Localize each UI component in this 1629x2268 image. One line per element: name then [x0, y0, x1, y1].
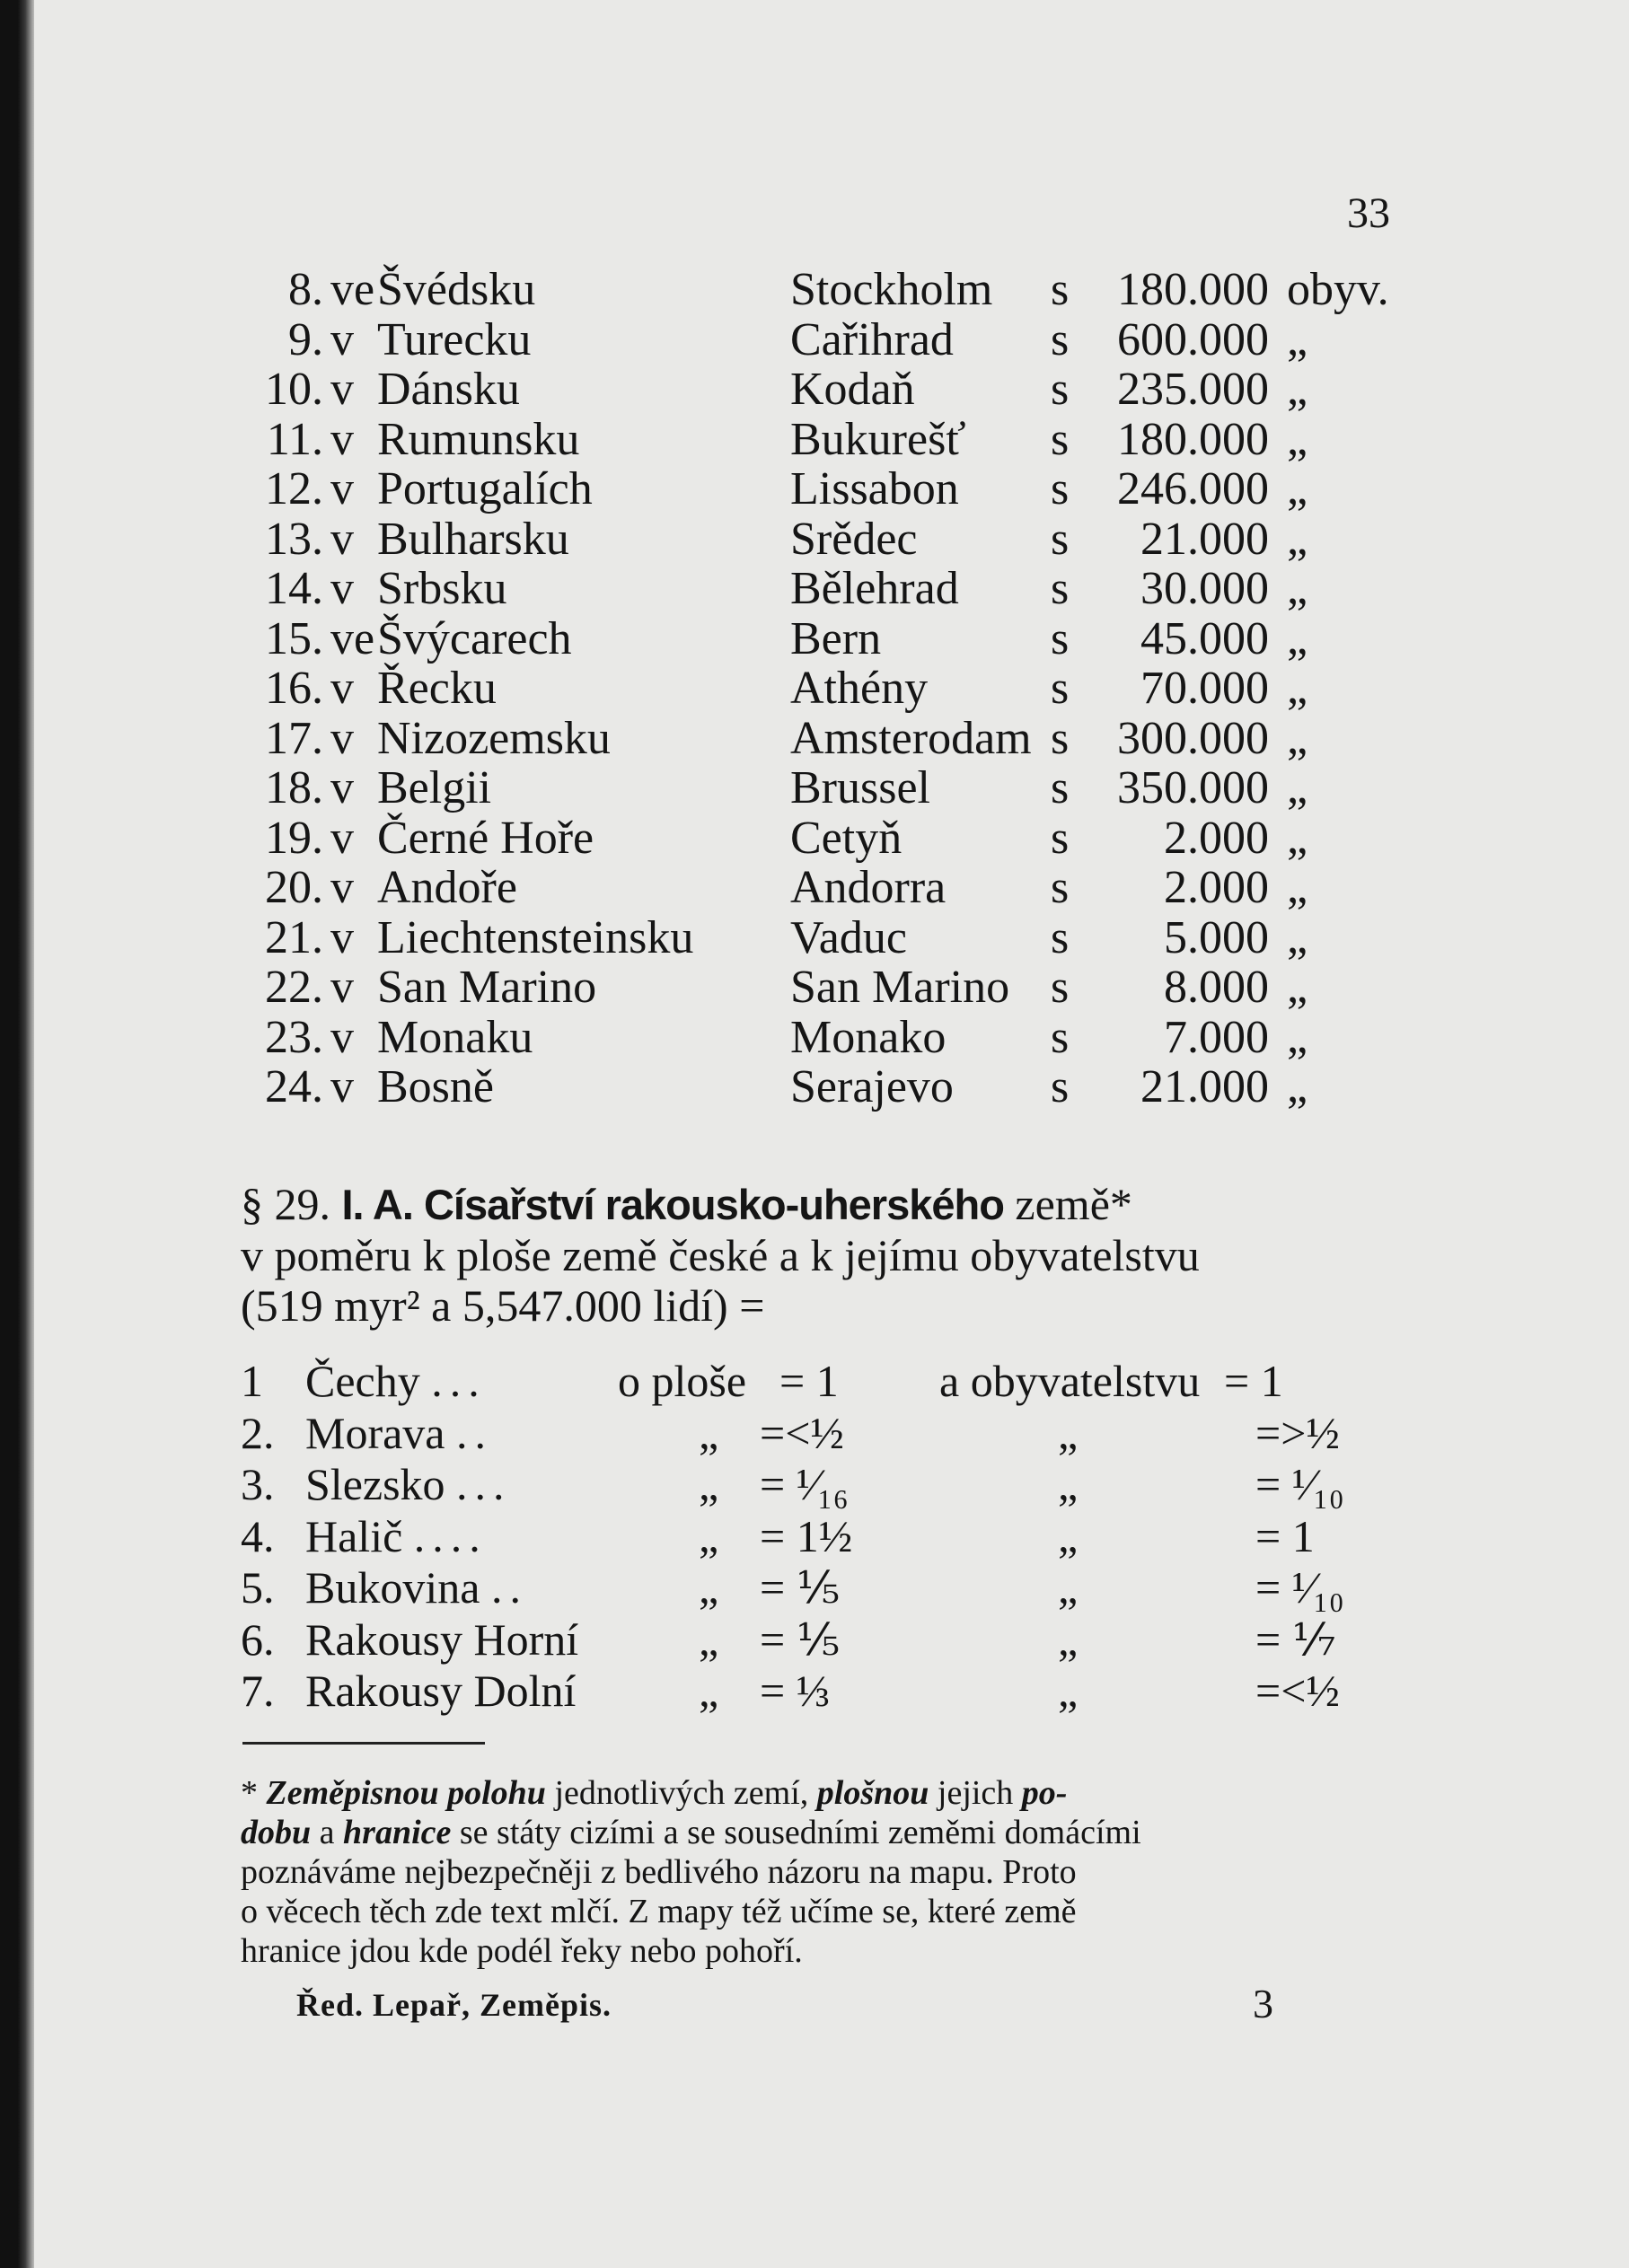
country-name: Švýcarech — [377, 612, 572, 664]
section-text-line: v poměru k ploše země české a k jejímu obyvatelstvu — [241, 1230, 1200, 1280]
capital-city: Cařihrad — [790, 313, 954, 365]
sheet-number: 3 — [1253, 1981, 1273, 2026]
capital-cities-list — [241, 265, 1408, 1112]
population-label: „ — [1058, 1510, 1079, 1561]
population-ratio: = 1 — [1255, 1510, 1315, 1561]
population-unit: „ — [1287, 962, 1308, 1013]
s-prefix: s — [1051, 413, 1070, 465]
crown-land-name — [305, 1614, 578, 1666]
preposition: v — [330, 862, 354, 913]
population-value: 21.000 — [1140, 513, 1269, 565]
s-prefix: s — [1051, 911, 1070, 963]
population-cell — [1080, 514, 1502, 565]
population-ratio: = ¹⁄₁₀ — [1255, 1562, 1344, 1613]
crown-land-label: Rakousy Dolní — [305, 1666, 577, 1716]
crown-land-name — [305, 1459, 512, 1511]
ratio-row — [241, 1666, 1408, 1718]
area-ratio: = ⅕ — [760, 1562, 841, 1613]
area-ratio: = 1 — [779, 1356, 839, 1406]
country-name: San Marino — [377, 962, 597, 1013]
city-row — [241, 1013, 1408, 1063]
s-prefix: s — [1051, 364, 1070, 415]
city-row — [241, 265, 1408, 315]
row-number: 7. — [241, 1666, 275, 1716]
city-row — [241, 963, 1408, 1013]
population-ratio: = 1 — [1224, 1356, 1283, 1406]
crown-land-name — [305, 1511, 488, 1563]
s-prefix: s — [1051, 1011, 1070, 1063]
population-value: 235.000 — [1117, 364, 1269, 415]
population-label: „ — [1058, 1407, 1079, 1458]
country-name: Turecku — [377, 313, 532, 365]
s-prefix: s — [1051, 762, 1070, 813]
city-row — [241, 464, 1408, 514]
capital-city: Monako — [790, 1011, 947, 1063]
crown-land-name — [305, 1408, 493, 1460]
row-number: 9. — [288, 313, 323, 365]
area-ratio: = ¹⁄₁₆ — [760, 1459, 849, 1509]
preposition: v — [330, 1061, 354, 1112]
footnote-line: hranice jdou kde podél řeky nebo pohoří. — [241, 1932, 803, 1970]
preposition: ve — [330, 264, 375, 315]
preposition: v — [330, 313, 354, 365]
population-cell — [1080, 813, 1502, 864]
leader-dots: .. — [490, 1562, 528, 1613]
population-value: 180.000 — [1117, 413, 1269, 465]
row-number: 23. — [265, 1011, 323, 1063]
preposition: v — [330, 513, 354, 565]
population-value: 8.000 — [1164, 962, 1269, 1013]
s-prefix: s — [1051, 313, 1070, 365]
city-row — [241, 514, 1408, 565]
footnote-emphasis: po- — [1021, 1774, 1068, 1812]
city-row — [241, 913, 1408, 963]
row-number: 14. — [265, 563, 323, 614]
leader-dots: ... — [431, 1356, 487, 1406]
city-row — [241, 1062, 1408, 1112]
capital-city: Amsterodam — [790, 712, 1032, 764]
s-prefix: s — [1051, 513, 1070, 565]
population-cell — [1080, 415, 1502, 465]
page-number: 33 — [1347, 189, 1390, 237]
row-number: 19. — [265, 812, 323, 864]
crown-land-label: Slezsko — [305, 1459, 445, 1509]
city-row — [241, 564, 1408, 614]
crown-land-name — [305, 1666, 576, 1718]
capital-city: Brussel — [790, 762, 930, 813]
area-label: o ploše — [618, 1356, 747, 1406]
footnote-text: jednotlivých zemí, — [545, 1774, 817, 1812]
population-ratio: =>½ — [1255, 1407, 1340, 1458]
preposition: v — [330, 663, 354, 714]
ratio-row — [241, 1562, 1408, 1614]
population-label: „ — [1058, 1459, 1079, 1509]
s-prefix: s — [1051, 1061, 1070, 1112]
capital-city: Stockholm — [790, 264, 993, 315]
s-prefix: s — [1051, 862, 1070, 913]
leader-dots: .... — [413, 1510, 488, 1561]
section-heading-tail: země* — [1015, 1179, 1132, 1229]
area-label: „ — [699, 1666, 719, 1716]
area-label: „ — [699, 1407, 719, 1458]
city-row — [241, 763, 1408, 813]
capital-city: Srědec — [790, 513, 918, 565]
population-cell — [1080, 315, 1502, 365]
crown-land-label: Čechy — [305, 1356, 420, 1406]
country-name: Černé Hoře — [377, 812, 594, 864]
country-name: Nizozemsku — [377, 712, 611, 764]
s-prefix: s — [1051, 663, 1070, 714]
preposition: ve — [330, 612, 375, 664]
population-cell — [1080, 265, 1502, 315]
population-ratio: = ¹⁄₁₀ — [1255, 1459, 1344, 1509]
footnote-emphasis: dobu — [241, 1814, 312, 1851]
leader-dots: .. — [456, 1407, 493, 1458]
population-cell — [1080, 763, 1502, 813]
s-prefix: s — [1051, 712, 1070, 764]
row-number: 2. — [241, 1407, 275, 1458]
preposition: v — [330, 563, 354, 614]
area-ratio: = ⅕ — [760, 1613, 841, 1665]
area-ratio: = 1½ — [760, 1510, 853, 1561]
population-label: „ — [1058, 1613, 1079, 1665]
population-unit: „ — [1287, 911, 1308, 963]
country-name: Řecku — [377, 663, 497, 714]
city-row — [241, 863, 1408, 913]
population-unit: „ — [1287, 313, 1308, 365]
population-unit: „ — [1287, 762, 1308, 813]
population-cell — [1080, 1013, 1502, 1063]
row-number: 3. — [241, 1459, 275, 1509]
row-number: 16. — [265, 663, 323, 714]
ratio-row — [241, 1459, 1408, 1511]
row-number: 5. — [241, 1562, 275, 1613]
country-name: Monaku — [377, 1011, 533, 1063]
section-number: § 29. — [241, 1179, 330, 1229]
population-unit: „ — [1287, 862, 1308, 913]
city-row — [241, 365, 1408, 415]
country-name: Portugalích — [377, 463, 593, 514]
footnote-line: poznáváme nejbezpečněji z bedlivého názoru na mapu. Proto — [241, 1853, 1077, 1891]
population-value: 300.000 — [1117, 712, 1269, 764]
capital-city: Lissabon — [790, 463, 959, 514]
country-name: Belgii — [377, 762, 492, 813]
footnote-rule — [242, 1742, 485, 1745]
row-number: 8. — [288, 264, 323, 315]
footnote-emphasis: Zeměpisnou polohu — [266, 1774, 546, 1812]
footnote-line: o věcech těch zde text mlčí. Z mapy též učíme se, které země — [241, 1893, 1077, 1930]
row-number: 6. — [241, 1613, 275, 1665]
population-label: a obyvatelstvu — [939, 1356, 1201, 1406]
row-number: 24. — [265, 1061, 323, 1112]
population-value: 5.000 — [1164, 911, 1269, 963]
leader-dots: ... — [456, 1459, 512, 1509]
population-unit: „ — [1287, 463, 1308, 514]
footnote-emphasis: plošnou — [816, 1774, 929, 1812]
section-heading-line — [241, 1179, 1399, 1230]
page-binding-edge — [0, 0, 34, 2268]
crown-land-name — [305, 1356, 487, 1408]
row-number: 22. — [265, 962, 323, 1013]
city-row — [241, 415, 1408, 465]
row-number: 21. — [265, 911, 323, 963]
row-number: 1 — [241, 1356, 263, 1406]
population-value: 30.000 — [1140, 563, 1269, 614]
preposition: v — [330, 762, 354, 813]
population-label: „ — [1058, 1666, 1079, 1716]
crown-land-label: Bukovina — [305, 1562, 480, 1613]
footnote-line — [241, 1773, 1399, 1813]
footnote-text: jejich — [929, 1774, 1022, 1812]
population-value: 246.000 — [1117, 463, 1269, 514]
preposition: v — [330, 413, 354, 465]
population-cell — [1080, 365, 1502, 415]
s-prefix: s — [1051, 563, 1070, 614]
capital-city: Bern — [790, 612, 882, 664]
ratio-row — [241, 1511, 1408, 1563]
row-number: 13. — [265, 513, 323, 565]
row-number: 12. — [265, 463, 323, 514]
s-prefix: s — [1051, 812, 1070, 864]
country-name: Rumunsku — [377, 413, 580, 465]
population-unit: „ — [1287, 563, 1308, 614]
section-29 — [241, 1179, 1399, 1331]
ratio-row — [241, 1614, 1408, 1666]
country-name: Bulharsku — [377, 513, 569, 565]
population-unit: „ — [1287, 513, 1308, 565]
crown-land-label: Halič — [305, 1510, 403, 1561]
row-number: 20. — [265, 862, 323, 913]
city-row — [241, 664, 1408, 714]
population-ratio: =<½ — [1255, 1666, 1340, 1716]
population-cell — [1080, 564, 1502, 614]
population-value: 7.000 — [1164, 1011, 1269, 1063]
population-cell — [1080, 614, 1502, 664]
footnote-text: se státy cizími a se sousedními zeměmi domácími — [451, 1814, 1141, 1851]
country-name: Srbsku — [377, 563, 507, 614]
population-unit: „ — [1287, 663, 1308, 714]
population-value: 600.000 — [1117, 313, 1269, 365]
capital-city: Andorra — [790, 862, 947, 913]
population-unit: „ — [1287, 413, 1308, 465]
row-number: 4. — [241, 1510, 275, 1561]
population-unit: obyv. — [1287, 264, 1389, 315]
population-value: 2.000 — [1164, 862, 1269, 913]
capital-city: Cetyň — [790, 812, 903, 864]
crown-land-label: Rakousy Horní — [305, 1613, 579, 1665]
population-cell — [1080, 464, 1502, 514]
footnote-text: a — [311, 1814, 344, 1851]
capital-city: Serajevo — [790, 1061, 954, 1112]
row-number: 10. — [265, 364, 323, 415]
footnote — [241, 1773, 1399, 1971]
preposition: v — [330, 911, 354, 963]
crown-land-name — [305, 1562, 528, 1614]
population-ratio: = ⅐ — [1255, 1613, 1336, 1665]
capital-city: Kodaň — [790, 364, 915, 415]
capital-city: Vaduc — [790, 911, 907, 963]
population-cell — [1080, 913, 1502, 963]
area-label: „ — [699, 1562, 719, 1613]
row-number: 15. — [265, 612, 323, 664]
section-heading: I. A. Císařství rakousko-uherského — [341, 1181, 1004, 1228]
crown-land-label: Morava — [305, 1407, 445, 1458]
city-row — [241, 813, 1408, 864]
footnote-line — [241, 1813, 1399, 1852]
preposition: v — [330, 364, 354, 415]
city-row — [241, 714, 1408, 764]
s-prefix: s — [1051, 612, 1070, 664]
row-number: 11. — [266, 413, 323, 465]
population-value: 21.000 — [1140, 1061, 1269, 1112]
population-unit: „ — [1287, 812, 1308, 864]
city-row — [241, 315, 1408, 365]
country-name: Andoře — [377, 862, 517, 913]
population-value: 180.000 — [1117, 264, 1269, 315]
area-label: „ — [699, 1510, 719, 1561]
footnote-star: * — [241, 1774, 258, 1812]
population-cell — [1080, 1062, 1502, 1112]
ratio-row — [241, 1356, 1408, 1408]
population-cell — [1080, 963, 1502, 1013]
country-name: Liechtensteinsku — [377, 911, 694, 963]
row-number: 18. — [265, 762, 323, 813]
signature-mark: Řed. Lepař, Zeměpis. — [296, 1987, 612, 2023]
s-prefix: s — [1051, 962, 1070, 1013]
capital-city: Athény — [790, 663, 929, 714]
s-prefix: s — [1051, 264, 1070, 315]
preposition: v — [330, 962, 354, 1013]
population-value: 45.000 — [1140, 612, 1269, 664]
capital-city: Bělehrad — [790, 563, 959, 614]
population-cell — [1080, 863, 1502, 913]
population-unit: „ — [1287, 612, 1308, 664]
preposition: v — [330, 712, 354, 764]
footnote-emphasis: hranice — [343, 1814, 452, 1851]
preposition: v — [330, 1011, 354, 1063]
country-name: Bosně — [377, 1061, 494, 1112]
population-unit: „ — [1287, 1061, 1308, 1112]
area-ratio: = ⅓ — [760, 1666, 831, 1716]
area-label: „ — [699, 1459, 719, 1509]
population-value: 2.000 — [1164, 812, 1269, 864]
country-name: Švédsku — [377, 264, 536, 315]
population-cell — [1080, 714, 1502, 764]
capital-city: Bukurešť — [790, 413, 966, 465]
population-cell — [1080, 664, 1502, 714]
s-prefix: s — [1051, 463, 1070, 514]
section-text-line: (519 myr² a 5,547.000 lidí) = — [241, 1280, 765, 1331]
ratio-row — [241, 1408, 1408, 1460]
area-label: „ — [699, 1613, 719, 1665]
preposition: v — [330, 812, 354, 864]
population-label: „ — [1058, 1562, 1079, 1613]
population-unit: „ — [1287, 364, 1308, 415]
population-value: 350.000 — [1117, 762, 1269, 813]
capital-city: San Marino — [790, 962, 1010, 1013]
city-row — [241, 614, 1408, 664]
row-number: 17. — [265, 712, 323, 764]
population-unit: „ — [1287, 1011, 1308, 1063]
population-value: 70.000 — [1140, 663, 1269, 714]
preposition: v — [330, 463, 354, 514]
population-unit: „ — [1287, 712, 1308, 764]
area-ratio: =<½ — [760, 1407, 844, 1458]
country-name: Dánsku — [377, 364, 520, 415]
crown-lands-ratio-table — [241, 1356, 1408, 1718]
